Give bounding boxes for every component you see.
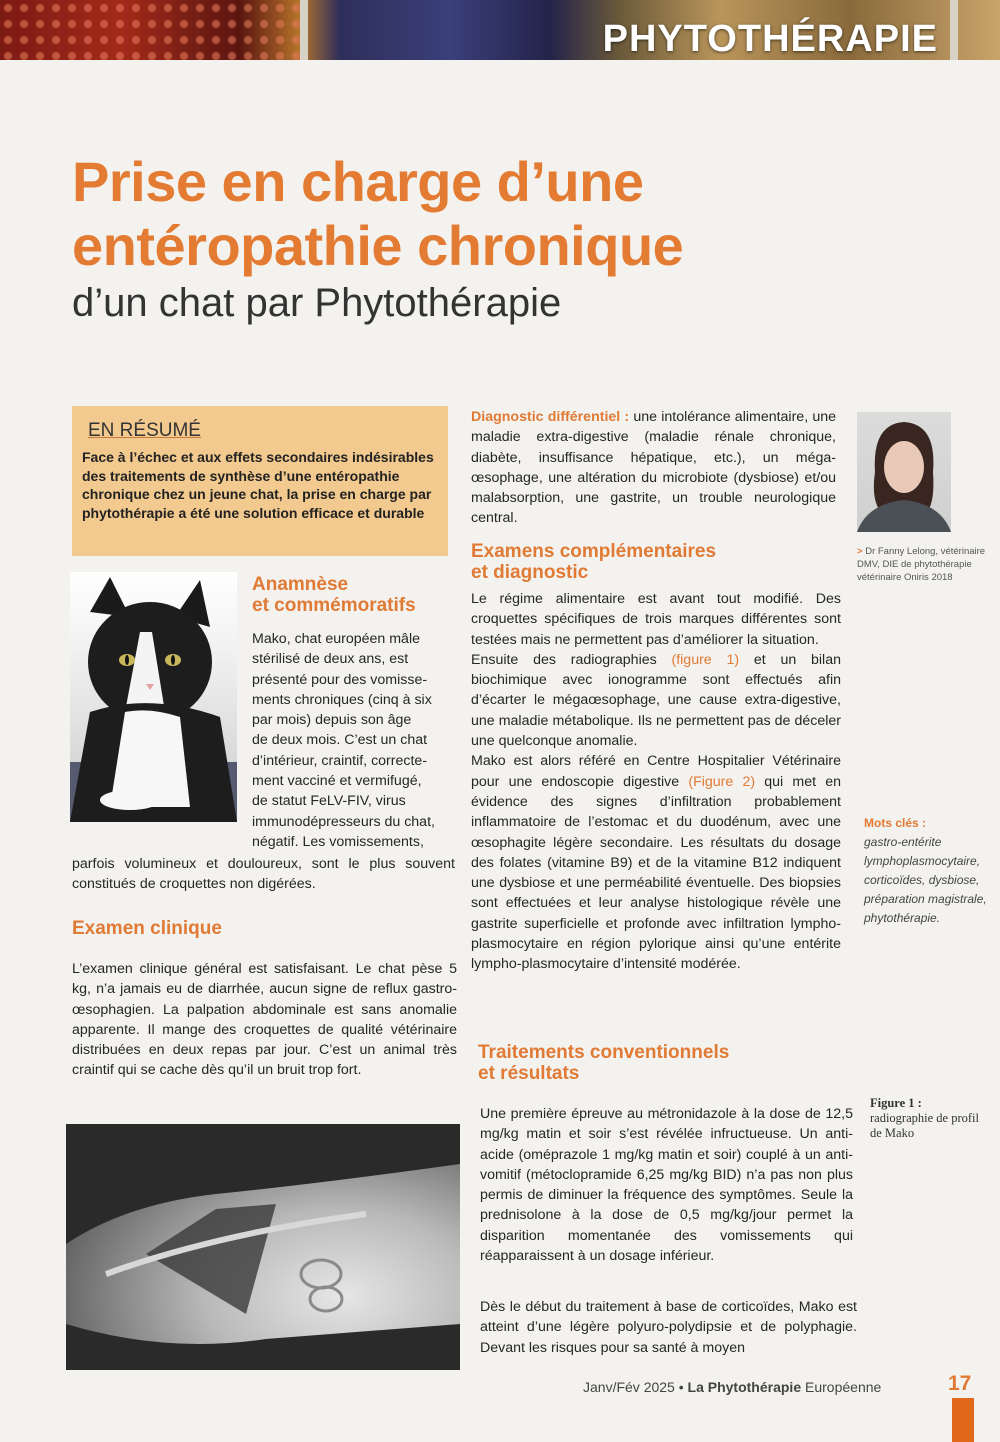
anamnese-line: ments chroniques (cinq à six	[252, 691, 432, 708]
section-banner	[0, 0, 1000, 60]
examens-p1: Le régime alimentaire est avant tout modifié. Des croquettes spécifiques de trois marques différentes sont testées mais ne permettent pas d’améliorer la situation.	[471, 591, 841, 648]
examens-p3-text: Mako est alors référé en Centre Hospitalier Vétérinaire pour une endoscopie digestive	[471, 753, 841, 790]
diagnostic-text: une intolérance alimentaire, une maladie extra-digestive (maladie rénale chronique, diabète, insuffisance hépatique, etc.), un méga-œsophage, une altération du microbiote (dysbiose) et/ou malabsorption, une gastrite, un trouble neurologique central.	[471, 409, 836, 527]
examen-clinique-paragraph: L’examen clinique général est satisfaisant. Le chat pèse 5 kg, n’a jamais eu de diarrhée, aucun signe de reflux gastro-œsophagien. La palpation abdominale est sans anomalie apparente. Il mange des croquettes de qualité vétérinaire distribuées en deux repas par jour. C’est un animal très craintif qui se cache dès qu’il un bruit trop fort.	[72, 961, 457, 1079]
page-footer	[583, 1379, 881, 1395]
diagnostic-paragraph	[471, 407, 836, 529]
heading-anamnese-line-2: et commémoratifs	[252, 595, 416, 616]
heading-traitements-line-2: et résultats	[478, 1063, 580, 1084]
summary-text: Face à l’échec et aux effets secondaires indésirables des traitements de synthèse d’une entéropathie chronique chez un jeune chat, la prise en charge par phytothérapie a été une solution efficace et durable	[82, 449, 434, 521]
figure-2-reference: (Figure 2)	[688, 773, 756, 790]
heading-anamnese	[252, 574, 416, 616]
anamnese-continuation: parfois volumineux et douloureux, sont le plus souvent constitués de croquettes non digérées.	[72, 856, 455, 893]
section-title: PHYTOTHÉRAPIE	[602, 18, 938, 60]
anamnese-line: par mois) depuis son âge	[252, 712, 412, 729]
keyword-item: lymphoplasmocytaire,	[864, 854, 981, 868]
banner-separator	[950, 0, 958, 60]
heading-examens-line-2: et diagnostic	[471, 562, 589, 583]
examens-paragraph	[471, 589, 841, 975]
heading-anamnese-line-1: Anamnèse	[252, 574, 349, 595]
footer-date: Janv/Fév 2025	[583, 1379, 675, 1395]
heading-traitements	[478, 1042, 729, 1084]
anamnese-line: de deux mois. C’est un chat	[252, 732, 428, 749]
traitements-paragraph-1: Une première épreuve au métronidazole à la dose de 12,5 mg/kg matin et soir s’est révélée infructueuse. Un anti-acide (oméprazole 1 mg/kg matin et soir) couplé à un anti-vomitif (métoclopramide 6,25 mg/kg BID) n’a pas non plus permis de diminuer la fréquence des symptômes. Seule la prednisolone à la dose de 0,5 mg/kg/jour permet la disparition momentanée des vomissements qui réapparaissent à un dosage inférieur.	[480, 1106, 853, 1265]
page-number: 17	[948, 1372, 972, 1395]
author-caption-text: Dr Fanny Lelong, vétérinaire DMV, DIE de phytothérapie vétérinaire Oniris 2018	[857, 546, 986, 583]
article-title-line-2: entéropathie chronique	[72, 214, 684, 277]
author-portrait	[857, 412, 951, 532]
summary-title: EN RÉSUMÉ	[88, 420, 201, 441]
examens-p2-text: et un bilan biochimique avec ionogramme sont effectués afin d’écarter le mégaœsophage, une cause extra-digestive, une maladie métabolique. Ils ne permettent pas de déceler une quelconque anomalie.	[471, 651, 841, 750]
traitements-paragraph-2: Dès le début du traitement à base de corticoïdes, Mako est atteint d’une légère polyuro-polydipsie et de polyphagie. Devant les risques pour sa santé à moyen	[480, 1299, 857, 1356]
keyword-item: corticoïdes, dysbiose,	[864, 873, 980, 887]
article-subtitle: d’un chat par Phytothérapie	[72, 281, 562, 325]
xray-figure	[66, 1124, 460, 1370]
anamnese-line: Mako, chat européen mâle	[252, 631, 420, 647]
cat-photo	[70, 572, 237, 822]
cat-illustration	[70, 572, 237, 822]
author-caption	[857, 545, 997, 584]
summary-box	[72, 406, 448, 556]
keywords-box	[864, 814, 1000, 928]
author-photo	[857, 412, 951, 532]
diagnostic-lead: Diagnostic différentiel :	[471, 409, 630, 425]
page-edge-marker	[952, 1398, 974, 1442]
anamnese-line: de statut FeLV-FIV, virus	[252, 793, 406, 810]
footer-bullet: •	[678, 1379, 684, 1395]
anamnese-line: négatif. Les vomissements,	[252, 833, 424, 850]
heading-examens	[471, 541, 716, 583]
xray-illustration	[66, 1124, 460, 1370]
caption-arrow-icon: >	[857, 546, 863, 557]
figure-1-caption	[870, 1096, 980, 1141]
heading-traitements-line-1: Traitements conventionnels	[478, 1042, 730, 1063]
anamnese-line: ment vacciné et vermifugé,	[252, 773, 422, 790]
keywords-title: Mots clés :	[864, 816, 927, 830]
examens-p3	[471, 751, 841, 974]
heading-examen-clinique: Examen clinique	[72, 918, 222, 939]
anamnese-line: immunodépresseurs du chat,	[252, 813, 435, 830]
article-title-line-1: Prise en charge d’une	[72, 150, 644, 213]
heading-examens-line-1: Examens complémentaires	[471, 541, 717, 562]
footer-journal-bold: La Phytothérapie	[687, 1379, 802, 1395]
figure-1-label: Figure 1 :	[870, 1096, 922, 1110]
examens-p2-text: Ensuite des radiographies	[471, 651, 672, 668]
anamnese-line: stérilisé de deux ans, est	[252, 651, 409, 668]
banner-separator	[300, 0, 308, 60]
keyword-item: gastro-entérite	[864, 835, 942, 849]
keyword-item: phytothérapie.	[864, 911, 941, 925]
figure-1-reference: (figure 1)	[671, 651, 740, 668]
anamnese-paragraph	[252, 629, 454, 852]
examens-p2	[471, 650, 841, 751]
figure-1-caption-text: radiographie de profil de Mako	[870, 1111, 979, 1140]
keyword-item: préparation magistrale,	[864, 892, 987, 906]
banner-berries-texture	[0, 0, 300, 60]
footer-journal-rest: Européenne	[805, 1379, 882, 1395]
anamnese-line: d’intérieur, craintif, correcte-	[252, 752, 428, 769]
examens-p3-text: qui met en évidence des signes d’infiltration probablement inflammatoire de l’estomac et du duodénum, avec une œsophagite légère secondaire. Les résultats du dosage des folates (vitamine B9) et de la vitamine B12 indiquent une dysbiose et une perméabilité éventuelle. Des biopsies sont effectuées et leur analyse histologique révèle une gastrite superficielle et profonde avec infiltration lympho-plasmocytaire en région pylorique ainsi qu’une entérite lympho-plasmocytaire d’intensité modérée.	[471, 773, 841, 973]
anamnese-line: présenté pour des vomisse-	[252, 671, 428, 688]
